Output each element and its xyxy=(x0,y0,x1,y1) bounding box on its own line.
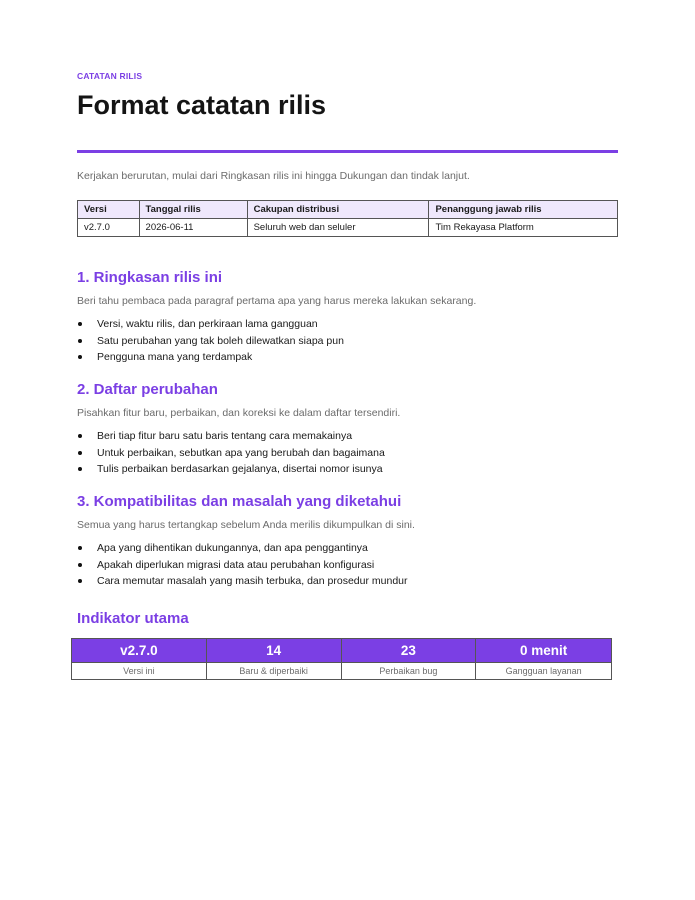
table-header-row xyxy=(78,201,618,219)
table-row xyxy=(78,219,618,237)
section-heading: 2. Daftar perubahan xyxy=(77,381,218,398)
bullet-list xyxy=(77,316,618,366)
kpi-card-new-fixed xyxy=(207,639,342,679)
kpi-card-downtime xyxy=(476,639,611,679)
kpi-card-bug-fixes xyxy=(342,639,477,679)
bullet-list xyxy=(77,428,618,478)
page-title: Format catatan rilis xyxy=(77,90,327,120)
list-item: Cara memutar masalah yang masih terbuka, dan prosedur mundur xyxy=(77,573,618,590)
cell-release-owner: Tim Rekayasa Platform xyxy=(429,219,618,237)
list-item: Tulis perbaikan berdasarkan gejalanya, disertai nomor isunya xyxy=(77,461,618,478)
bullet-list xyxy=(77,540,618,590)
eyebrow-label: CATATAN RILIS xyxy=(77,71,143,81)
cell-release-date: 2026-06-11 xyxy=(139,219,247,237)
list-item: Satu perubahan yang tak boleh dilewatkan siapa pun xyxy=(77,333,618,350)
list-item: Apa yang dihentikan dukungannya, dan apa penggantinya xyxy=(77,540,618,557)
kpi-label: Baru & diperbaiki xyxy=(207,662,341,679)
kpi-value: 0 menit xyxy=(476,639,611,662)
title-divider xyxy=(77,150,618,153)
release-meta-table xyxy=(77,200,618,237)
list-item: Untuk perbaikan, sebutkan apa yang berubah dan bagaimana xyxy=(77,445,618,462)
section-heading: 3. Kompatibilitas dan masalah yang diketahui xyxy=(77,493,402,510)
kpi-label: Gangguan layanan xyxy=(476,662,611,679)
kpi-value: v2.7.0 xyxy=(72,639,206,662)
list-item: Pengguna mana yang terdampak xyxy=(77,349,618,366)
header-distribution-scope: Cakupan distribusi xyxy=(247,201,429,219)
kpi-label: Versi ini xyxy=(72,662,206,679)
section-description: Pisahkan fitur baru, perbaikan, dan koreksi ke dalam daftar tersendiri. xyxy=(77,407,401,419)
list-item: Apakah diperlukan migrasi data atau perubahan konfigurasi xyxy=(77,557,618,574)
kpi-title: Indikator utama xyxy=(77,610,189,627)
header-version: Versi xyxy=(78,201,140,219)
section-change-list xyxy=(77,381,618,478)
section-compatibility xyxy=(77,493,618,590)
kpi-grid xyxy=(71,638,612,680)
list-item: Versi, waktu rilis, dan perkiraan lama gangguan xyxy=(77,316,618,333)
kpi-label: Perbaikan bug xyxy=(342,662,476,679)
section-release-summary xyxy=(77,269,618,366)
section-description: Beri tahu pembaca pada paragraf pertama apa yang harus mereka lakukan sekarang. xyxy=(77,295,477,307)
kpi-card-version xyxy=(72,639,207,679)
kpi-value: 23 xyxy=(342,639,476,662)
list-item: Beri tiap fitur baru satu baris tentang cara memakainya xyxy=(77,428,618,445)
section-heading: 1. Ringkasan rilis ini xyxy=(77,269,223,286)
cell-version: v2.7.0 xyxy=(78,219,140,237)
kpi-value: 14 xyxy=(207,639,341,662)
intro-text: Kerjakan berurutan, mulai dari Ringkasan rilis ini hingga Dukungan dan tindak lanjut. xyxy=(77,170,470,182)
header-release-owner: Penanggung jawab rilis xyxy=(429,201,618,219)
section-description: Semua yang harus tertangkap sebelum Anda merilis dikumpulkan di sini. xyxy=(77,519,415,531)
header-release-date: Tanggal rilis xyxy=(139,201,247,219)
cell-distribution-scope: Seluruh web dan seluler xyxy=(247,219,429,237)
